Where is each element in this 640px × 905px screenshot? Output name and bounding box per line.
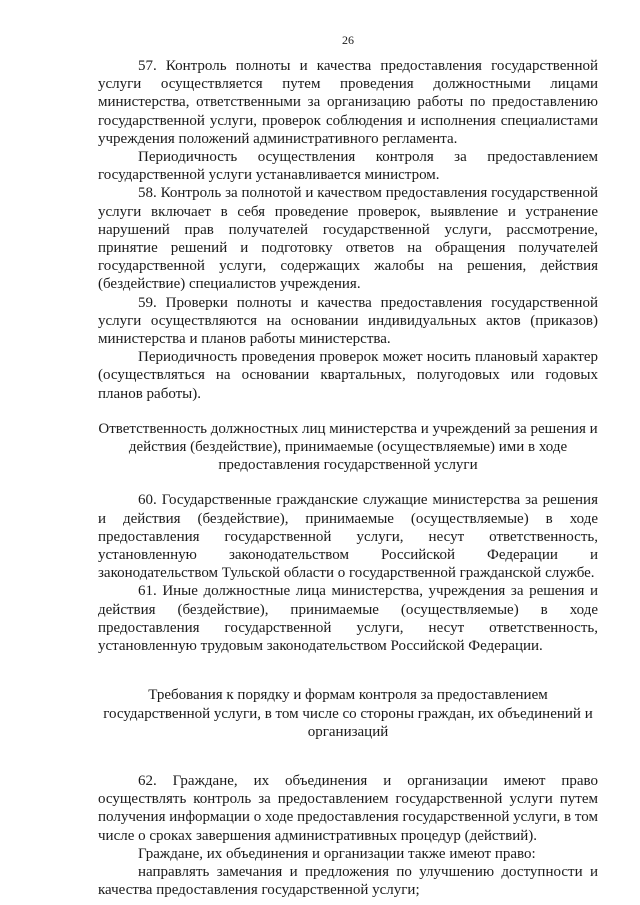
- spacer: [98, 474, 598, 491]
- section-heading-control-requirements: Требования к порядку и формам контроля за предоставлением государственной услуги, в том числе со стороны граждан, их объединений и организаций: [103, 687, 593, 740]
- page-number: 26: [342, 33, 354, 47]
- paragraph-59: 59. Проверки полноты и качества предоставления государственной услуги осуществляются на основании индивидуальных актов (приказов) министерства и планов работы министерства.: [98, 294, 598, 348]
- spacer: [98, 403, 598, 420]
- paragraph-62-rights: Граждане, их объединения и организации также имеют право:: [138, 845, 536, 862]
- spacer: [98, 741, 598, 772]
- paragraph-59-periodicity: Периодичность проведения проверок может носить плановый характер (осуществляться на основании квартальных, полугодовых или годовых планов работы).: [98, 349, 598, 402]
- document-body: [98, 57, 598, 899]
- paragraph-58: 58. Контроль за полнотой и качеством предоставления государственной услуги включает в себя проведение проверок, выявление и устранение нарушений прав получателей государственной услуги, рассмотрение, принятие решений и подготовку ответов на обращения получателей государственной услуги, содержащих жалобы на решения, действия (бездействие) специалистов учреждения.: [98, 185, 598, 293]
- spacer: [98, 655, 598, 686]
- paragraph-57: 57. Контроль полноты и качества предоставления государственной услуги осуществляется путем проведения должностными лицами министерства, ответственными за организацию работы по предоставлению государственной услуги, проверок соблюдения и исполнения специалистами учреждения положений административного регламента.: [98, 58, 598, 147]
- paragraph-60: 60. Государственные гражданские служащие министерства за решения и действия (бездействие), принимаемые (осуществляемые) в ходе предоставления государственной услуги, несут ответственность, установленную законодательством Российской Федерации и законодательством Тульской области о государственной гражданской службе.: [98, 492, 598, 582]
- paragraph-62-remarks: направлять замечания и предложения по улучшению доступности и качества предоставления государственной услуги;: [98, 863, 598, 899]
- section-heading-responsibility: Ответственность должностных лиц министерства и учреждений за решения и действия (бездействие), принимаемые (осуществляемые) ими в ходе предоставления государственной услуги: [98, 420, 598, 474]
- paragraph-57-periodicity: Периодичность осуществления контроля за предоставлением государственной услуги устанавливается министром.: [98, 149, 598, 184]
- paragraph-61: 61. Иные должностные лица министерства, учреждения за решения и действия (бездействие), принимаемые (осуществляемые) в ходе предоставления государственной услуги, несут ответственность, установленную трудовым законодательством Российской Федерации.: [98, 583, 598, 655]
- paragraph-62: 62. Граждане, их объединения и организации имеют право осуществлять контроль за предоставлением государственной услуги путем получения информации о ходе предоставления государственной услуги, в том числе о сроках завершения административных процедур (действий).: [98, 772, 598, 844]
